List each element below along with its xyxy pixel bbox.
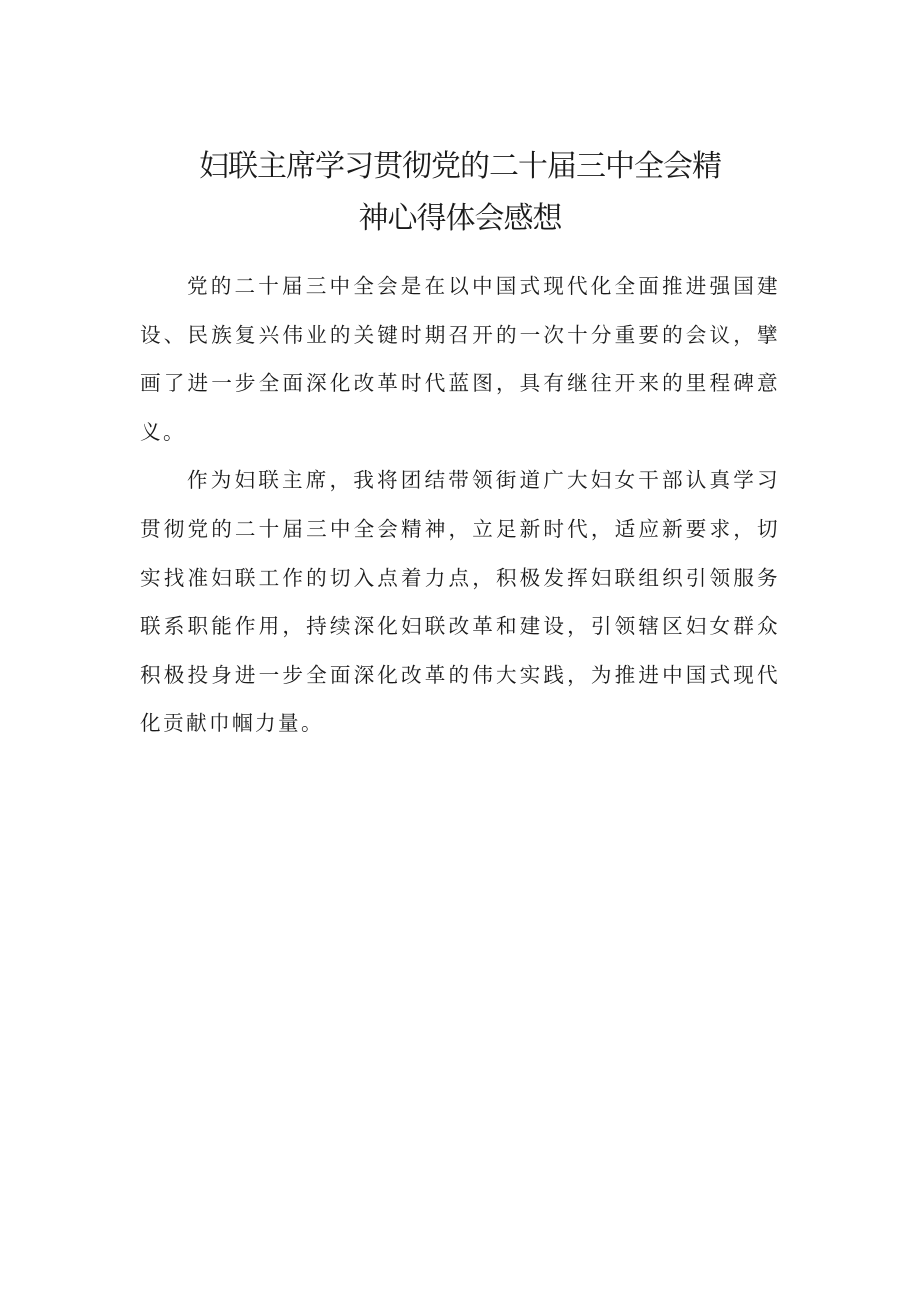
document-body [140,262,780,748]
title-line-1: 妇联主席学习贯彻党的二十届三中全会精 [199,149,721,184]
title-line-2: 神心得体会感想 [358,201,562,236]
document-title [140,141,780,245]
paragraph-2: 作为妇联主席，我将团结带领街道广大妇女干部认真学习贯彻党的二十届三中全会精神，立足新时代，适应新要求，切实找准妇联工作的切入点着力点，积极发挥妇联组织引领服务联系职能作用，持续深化妇联改革和建设，引领辖区妇女群众积极投身进一步全面深化改革的伟大实践，为推进中国式现代化贡献巾帼力量。 [140,468,780,736]
paragraph-1: 党的二十届三中全会是在以中国式现代化全面推进强国建设、民族复兴伟业的关键时期召开的一次十分重要的会议，擘画了进一步全面深化改革时代蓝图，具有继往开来的里程碑意义。 [140,274,780,444]
